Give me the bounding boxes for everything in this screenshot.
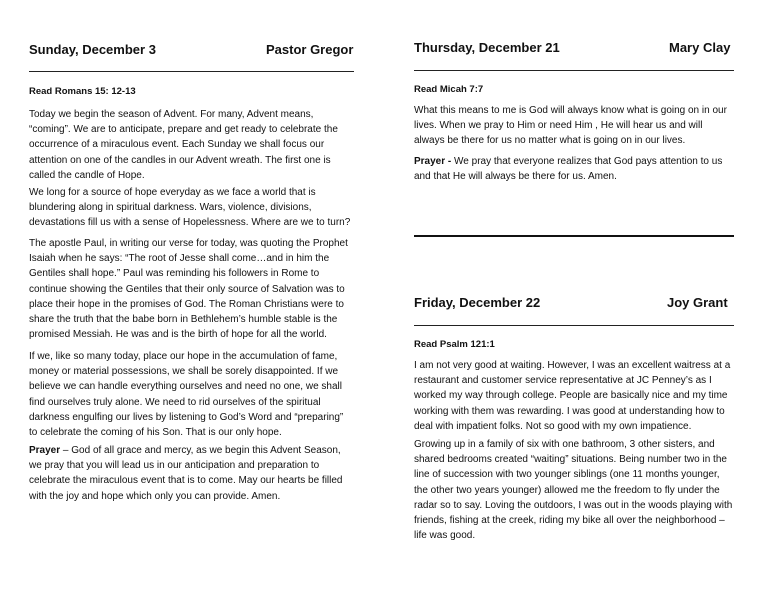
scripture-reading: Read Micah 7:7 — [414, 84, 484, 95]
devotion-date: Friday, December 22 — [414, 295, 541, 310]
header-divider — [29, 71, 354, 72]
scripture-reading: Read Psalm 121:1 — [414, 339, 495, 350]
prayer-paragraph — [29, 443, 354, 504]
devotion-date: Thursday, December 21 — [414, 40, 560, 55]
paragraph: What this means to me is God will always know what is going on in our lives. When we pray to Him or need Him , He will hear us and will always be there for us no matter what is going on in our lives. — [414, 105, 727, 147]
scripture-reading: Read Romans 15: 12-13 — [29, 86, 136, 97]
header-divider — [414, 70, 734, 71]
prayer-paragraph — [414, 154, 734, 184]
prayer-text: We pray that everyone realizes that God pays attention to us and that He will always be there for us. Amen. — [414, 156, 723, 183]
prayer-label: Prayer - — [414, 156, 452, 167]
devotion-author: Joy Grant — [667, 295, 728, 310]
paragraph: If we, like so many today, place our hope in the accumulation of fame, money or material possessions, we shall be sorely disappointed. If we believe we can handle everything ourselves and need no one, we shall find ourselves truly alone. We need to rid ourselves of the spiritual darkness engulfing our lives by listening to God’s Word and “preparing” to celebrate the coming of his Son. That is our only hope. — [29, 351, 344, 439]
paragraph: Today we begin the season of Advent. For many, Advent means, “coming”. We are to anticipate, prepare and get ready to celebrate the occurrence of a miraculous event. Each Sunday we shall focus our attention on one of the candles in our Advent wreath. The first one is called the candle of Hope. — [29, 109, 338, 181]
paragraph: The apostle Paul, in writing our verse for today, was quoting the Prophet Isaiah when he says: “The root of Jesse shall come…and in him the Gentiles shall hope.” Paul was reminding his followers in Rome to continue showing the Gentiles that their only source of Salvation was to place their hope in the promises of God. The Roman Christians were to share the truth that the babe born in Bethlehem’s humble stable is the promised Messiah. He was and is the birth of hope for all the world. — [29, 238, 348, 341]
prayer-label: Prayer — [29, 445, 61, 456]
paragraph: I am not very good at waiting. However, I was an excellent waitress at a restaurant and customer service representative at JC Penney’s as I worked my way through college. People are basically nice and my time working with them was rewarding. I was good at understanding how to deal with impatient folks. Not so good with my own impatience. — [414, 360, 731, 432]
paragraph: We long for a source of hope everyday as we face a world that is blundering along in spiritual darkness. Wars, violence, divisions, devastations fill us with a sense of Hopelessness. Where are we to turn? — [29, 187, 351, 229]
header-divider — [414, 325, 734, 326]
section-divider — [414, 235, 734, 237]
prayer-text: – God of all grace and mercy, as we begin this Advent Season, we pray that you will lead us in our anticipation and preparation to celebrate the miraculous event that is to come. May our hearts be filled with the joy and hope which only you can provide. Amen. — [29, 445, 343, 502]
devotion-author: Pastor Gregor — [266, 42, 354, 57]
devotion-author: Mary Clay — [669, 40, 731, 55]
devotion-date: Sunday, December 3 — [29, 42, 156, 57]
paragraph: Growing up in a family of six with one bathroom, 3 other sisters, and shared bedrooms created “waiting” situations. Being number two in the line of succession with two younger siblings (one 11 months younger, the other two years younger) allowed me the freedom to fly under the radar so to say. Loving the outdoors, I was out in the woods playing with friends, fishing at the creek, riding my bike all over the neighborhood – life was good. — [414, 439, 733, 542]
